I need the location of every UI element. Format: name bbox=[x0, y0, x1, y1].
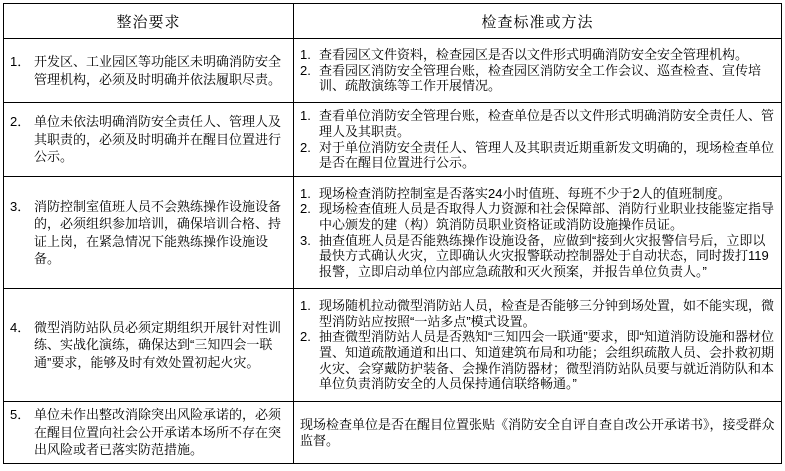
requirement-cell bbox=[4, 39, 294, 103]
requirement-text: 消防控制室值班人员不会熟练操作设施设备的，必须组织参加培训，确保培训合格、持证上岗，在紧急情况下能熟练操作设施设备。 bbox=[34, 198, 282, 266]
document-page bbox=[3, 3, 782, 464]
column-header-methods: 检查标准或方法 bbox=[294, 4, 782, 39]
requirement-item bbox=[10, 113, 287, 166]
item-number: 1. bbox=[300, 298, 311, 314]
requirement-text: 单位未依法明确消防安全责任人、管理人及其职责的，必须及时明确并在醒目位置进行公示。 bbox=[34, 114, 282, 165]
requirement-item bbox=[10, 319, 287, 372]
method-item bbox=[300, 329, 775, 391]
requirement-item bbox=[10, 198, 287, 268]
methods-cell bbox=[294, 177, 782, 289]
item-number: 2． bbox=[10, 114, 31, 130]
item-number: 5． bbox=[10, 407, 31, 423]
item-number: 4． bbox=[10, 319, 31, 335]
inspection-table bbox=[3, 3, 782, 464]
method-item bbox=[300, 298, 775, 329]
requirement-item bbox=[10, 53, 287, 88]
item-number: 1. bbox=[300, 108, 311, 124]
methods-cell bbox=[294, 39, 782, 103]
item-number: 3． bbox=[10, 198, 31, 214]
method-text: 查看园区文件资料，检查园区是否以文件形式明确消防安全安全管理机构。 bbox=[319, 47, 749, 63]
requirement-text: 开发区、工业园区等功能区未明确消防安全管理机构，必须及时明确并依法履职尽责。 bbox=[34, 54, 282, 87]
table-row bbox=[4, 402, 782, 464]
item-number: 2. bbox=[300, 329, 311, 345]
method-text: 现场检查单位是否在醒目位置张贴《消防安全自评自查自改公开承诺书》，接受群众监督。 bbox=[300, 416, 775, 448]
method-item bbox=[300, 140, 775, 171]
method-item bbox=[300, 201, 775, 232]
requirement-text: 微型消防站队员必须定期组织开展针对性训练、实战化演练，确保达到“三知四会一联通”要求，能够及时有效处置初起火灾。 bbox=[34, 319, 282, 370]
item-number: 1. bbox=[300, 185, 311, 201]
method-text: 现场随机拉动微型消防站人员，检查是否能够三分钟到场处置，如不能实现，微型消防站应按照“一站多点”模式设置。 bbox=[319, 298, 775, 329]
requirement-cell bbox=[4, 177, 294, 289]
requirement-cell bbox=[4, 402, 294, 464]
method-text: 抽查微型消防站人员是否熟知“三知四会一联通”要求，即“知道消防设施和器材位置、知道疏散通道和出口、知道建筑布局和功能；会组织疏散人员、会扑救初期火灾、会穿戴防护装备、会操作消防器材；微型消防站队员要与就近消防队和本单位负责消防安全的人员保持通信联络畅通。” bbox=[319, 329, 775, 392]
item-number: 1． bbox=[10, 54, 31, 69]
methods-cell bbox=[294, 402, 782, 464]
table-row bbox=[4, 289, 782, 402]
table-row bbox=[4, 177, 782, 289]
requirement-cell bbox=[4, 289, 294, 402]
method-text: 查看园区消防安全管理台账，检查园区消防安全工作会议、巡查检查、宣传培训、疏散演练等工作开展情况。 bbox=[319, 62, 762, 94]
column-header-requirements: 整治要求 bbox=[4, 4, 294, 39]
requirement-item bbox=[10, 406, 287, 459]
item-number: 2. bbox=[300, 62, 311, 78]
table-row bbox=[4, 103, 782, 177]
header-row bbox=[4, 4, 782, 39]
method-item bbox=[300, 233, 775, 280]
requirement-cell bbox=[4, 103, 294, 177]
requirement-text: 单位未作出整改消除突出风险承诺的，必须在醒目位置向社会公开承诺本场所不存在突出风险或者已落实防范措施。 bbox=[34, 407, 282, 458]
table-row bbox=[4, 39, 782, 103]
method-item bbox=[300, 63, 775, 94]
method-text: 现场检查消防控制室是否落实24小时值班、每班不少于2人的值班制度。 bbox=[319, 185, 731, 201]
item-number: 2. bbox=[300, 201, 311, 217]
method-text: 查看单位消防安全管理台账，检查单位是否以文件形式明确消防安全责任人、管理人及其职责。 bbox=[319, 108, 775, 139]
methods-cell bbox=[294, 103, 782, 177]
item-number: 1. bbox=[300, 47, 311, 63]
method-item bbox=[300, 108, 775, 139]
item-number: 2. bbox=[300, 139, 311, 155]
method-item bbox=[300, 47, 775, 63]
methods-cell bbox=[294, 289, 782, 402]
item-number: 3. bbox=[300, 232, 311, 248]
method-item bbox=[300, 186, 775, 202]
method-text: 对于单位消防安全责任人、管理人及其职责近期重新发文明确的，现场检查单位是否在醒目位置进行公示。 bbox=[319, 139, 775, 171]
method-text: 现场检查值班人员是否取得人力资源和社会保障部、消防行业职业技能鉴定指导中心颁发的建（构）筑消防员职业资格证或消防设施操作员证。 bbox=[319, 201, 775, 232]
method-text: 抽查值班人员是否能熟练操作设施设备，应做到“接到火灾报警信号后，立即以最快方式确认火灾，立即确认火灾报警联动控制器处于自动状态，同时拨打119报警，立即启动单位内部应急疏散和灭火预案，并报告单位负责人。” bbox=[319, 232, 769, 279]
